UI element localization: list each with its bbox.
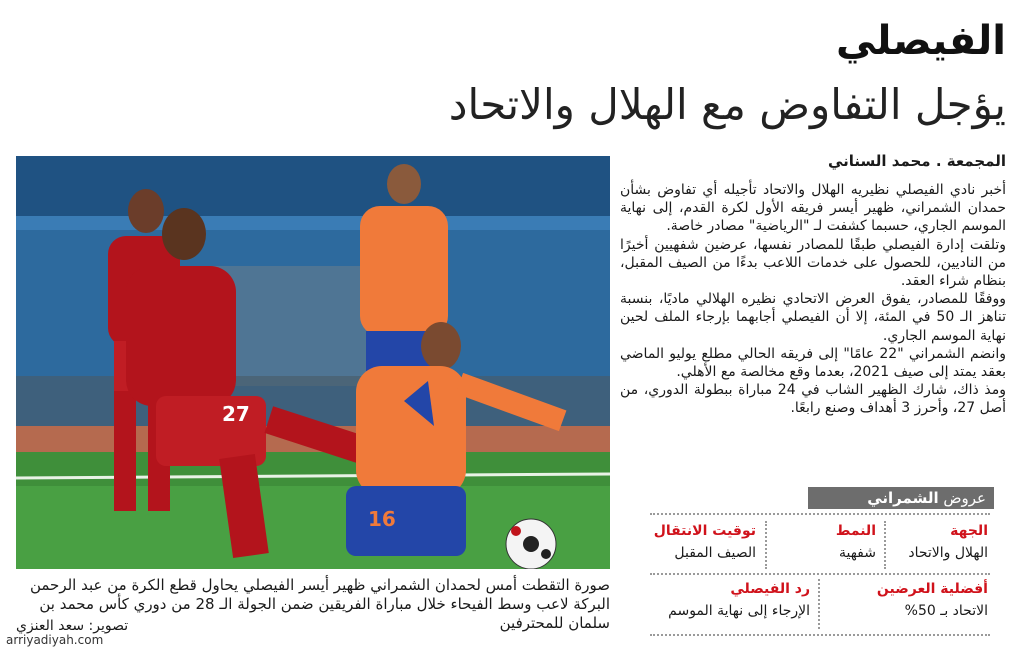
jersey-number-red: 27 [222,402,250,426]
byline: المجمعة . محمد السناني [827,152,1006,170]
photo-credit: تصوير: سعد العنزي [16,618,129,634]
article-body [620,181,1006,418]
source-watermark: arriyadiyah.com [6,633,104,647]
offers-box-title-bold: الشمراني [867,489,939,507]
offer-value-preference: الاتحاد بـ 50% [904,603,988,619]
offers-box-divider-middle [650,573,990,575]
offer-cell-type [770,523,876,561]
caption-text: صورة التقطت أمس لحمدان الشمراني ظهير أيسر الفيصلي يحاول قطع الكرة من عبد الرحمن البركة لاعب وسط الفيحاء خلال مباراة الفريقين ضمن الجولة الـ 28 من دوري كأس محمد بن سلمان للمحترفين [29,576,610,632]
article-paragraph: ووفقًا للمصادر، يفوق العرض الاتحادي نظيره الهلالي ماديًا، بنسبة تناهز الـ 50 في المئة، إلا أن الفيصلي أجابهما بإرجاء الملف لحين نهاية الموسم الجاري. [620,291,1007,344]
offer-label-party: الجهة [950,523,988,539]
offer-cell-timing [650,523,756,561]
match-photo-illustration [16,156,610,569]
offer-label-timing: توقيت الانتقال [653,523,756,539]
offers-box-separator [818,579,820,629]
jersey-number-orange: 16 [368,507,396,531]
offer-value-party: الهلال والاتحاد [908,545,988,561]
offer-label-type: النمط [835,523,876,539]
offer-label-response: رد الفيصلي [730,581,810,597]
offer-value-response: الإرجاء إلى نهاية الموسم [668,603,810,619]
offer-label-preference: أفضلية العرضين [876,581,988,597]
offers-box-divider-top [650,513,990,515]
offers-box-separator [765,521,767,569]
match-photo [16,156,610,569]
offers-box-title [808,487,994,509]
offers-box-separator [884,521,886,569]
article-paragraph: وتلقت إدارة الفيصلي طبقًا للمصادر نفسها، عرضين شفهيين أخيرًا من الناديين، للحصول على خدمات اللاعب بدءًا من الصيف المقبل، بنظام شراء العقد. [620,236,1006,290]
headline-subtitle: يؤجل التفاوض مع الهلال والاتحاد [448,80,1006,129]
article-paragraph: وانضم الشمراني "22 عامًا" إلى فريقه الحالي مطلع يوليو الماضي بعقد يمتد إلى صيف 2021، بعدما وقع مخالصة مع الأهلي. [620,345,1006,381]
offer-cell-preference [830,581,988,619]
headline-club: الفيصلي [835,18,1006,64]
offer-value-type: شفهية [839,545,876,561]
offer-cell-response [650,581,810,619]
offers-box-divider-bottom [650,634,990,636]
offer-value-timing: الصيف المقبل [674,545,756,561]
article-paragraph: ومذ ذاك، شارك الظهير الشاب في 24 مباراة ببطولة الدوري، من أصل 27، وأحرز 3 أهداف وصنع رابعًا. [620,382,1006,417]
offer-cell-party [888,523,988,561]
article-paragraph: أخبر نادي الفيصلي نظيريه الهلال والاتحاد تأجيله أي تفاوض بشأن حمدان الشمراني، ظهير أيسر فريقه الأول لكرة القدم، إلى نهاية الموسم الجاري، حسبما كشفت لـ "الرياضية" مصادر خاصة. [620,182,1006,235]
offers-box-title-light: عروض [943,489,986,507]
